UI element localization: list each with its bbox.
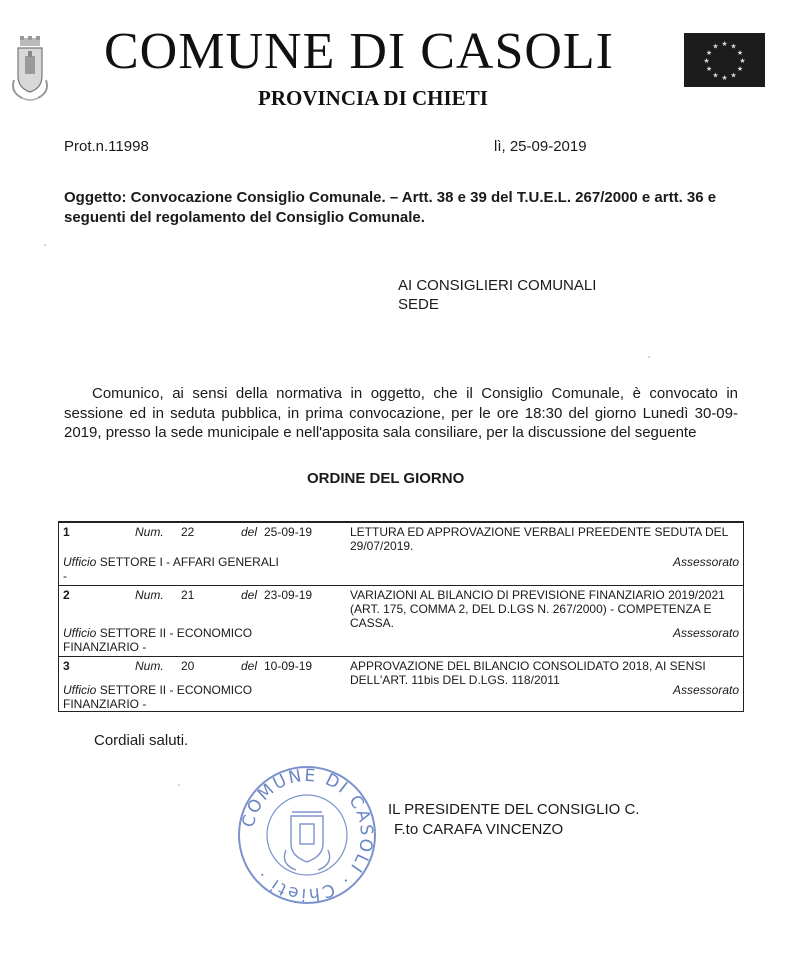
office-label: Ufficio (63, 626, 97, 640)
item-number: 22 (181, 525, 195, 539)
svg-text:★: ★ (730, 71, 737, 80)
closing-salutation: Cordiali saluti. (94, 732, 189, 749)
svg-text:COMUNE DI CASOLI · Chieti ·: COMUNE DI CASOLI · Chieti · (238, 765, 377, 905)
office-name: SETTORE II - ECONOMICO FINANZIARIO - (63, 626, 253, 654)
item-number: 20 (181, 659, 195, 673)
item-date: 23-09-19 (264, 588, 313, 602)
scan-speck (178, 784, 180, 786)
item-role: Assessorato (672, 626, 739, 640)
item-role: Assessorato (672, 683, 739, 697)
agenda-table (58, 521, 744, 712)
agenda-title: ORDINE DEL GIORNO (307, 470, 465, 487)
item-date: 10-09-19 (264, 659, 313, 673)
svg-text:★: ★ (703, 57, 710, 65)
document-date: lì, 25-09-2019 (494, 138, 587, 155)
del-label: del (241, 588, 258, 602)
item-index: 1 (63, 525, 70, 539)
province-subtitle: PROVINCIA DI CHIETI (258, 86, 488, 110)
signature-block (388, 800, 639, 840)
svg-text:★: ★ (721, 40, 728, 48)
svg-text:★: ★ (712, 42, 719, 51)
scan-speck (648, 356, 650, 358)
municipal-crest-icon (8, 36, 52, 104)
svg-text:★: ★ (712, 71, 719, 80)
item-description: LETTURA ED APPROVAZIONE VERBALI PREEDENTE SEDUTA DEL 29/07/2019. (350, 525, 728, 553)
svg-text:★: ★ (730, 42, 737, 51)
office-name: SETTORE I - AFFARI GENERALI - (63, 555, 279, 583)
svg-text:★: ★ (705, 49, 713, 57)
page-title: COMUNE DI CASOLI (104, 23, 614, 80)
official-seal-stamp (236, 764, 378, 906)
signature-name: F.to CARAFA VINCENZO (394, 821, 564, 838)
recipient-line: SEDE (398, 296, 439, 313)
agenda-item (59, 523, 743, 585)
recipient-block (398, 276, 596, 314)
item-description: APPROVAZIONE DEL BILANCIO CONSOLIDATO 2018, AI SENSI DELL'ART. 11bis DEL D.LGS. 118/2011 (350, 659, 706, 687)
num-label: Num. (135, 588, 164, 602)
subject-line: Oggetto: Convocazione Consiglio Comunale. – Artt. 38 e 39 del T.U.E.L. 267/2000 e artt. 36 e seguenti del regolamento del Consiglio Comunale. (64, 189, 717, 226)
svg-text:★: ★ (736, 65, 744, 73)
item-description: VARIAZIONI AL BILANCIO DI PREVISIONE FINANZIARIO 2019/2021 (ART. 175, COMMA 2, DEL D.LGS N. 267/2000) - COMPETENZA E CASSA. (350, 588, 725, 630)
protocol-number: Prot.n.11998 (64, 138, 149, 155)
del-label: del (241, 525, 258, 539)
office-label: Ufficio (63, 683, 97, 697)
item-index: 3 (63, 659, 70, 673)
item-date: 25-09-19 (264, 525, 313, 539)
item-role: Assessorato (672, 555, 739, 569)
office-name: SETTORE II - ECONOMICO FINANZIARIO - (63, 683, 253, 711)
item-number: 21 (181, 588, 195, 602)
agenda-item (59, 585, 743, 656)
agenda-item (59, 656, 743, 711)
del-label: del (241, 659, 258, 673)
office-label: Ufficio (63, 555, 97, 569)
item-office (63, 683, 283, 711)
body-paragraph: Comunico, ai sensi della normativa in oggetto, che il Consiglio Comunale, è convocato in sessione ed in seduta pubblica, in prima convocazione, per le ore 18:30 del giorno Lunedì 30-09-2019, presso la sede municipale e nell'apposita sala consiliare, per la discussione del seguente (64, 385, 738, 441)
svg-text:★: ★ (739, 57, 746, 65)
svg-text:★: ★ (736, 49, 744, 57)
recipient-line: AI CONSIGLIERI COMUNALI (398, 277, 597, 294)
item-office (63, 555, 283, 583)
signature-title: IL PRESIDENTE DEL CONSIGLIO C. (388, 801, 640, 818)
svg-text:★: ★ (705, 65, 713, 73)
item-index: 2 (63, 588, 70, 602)
item-office (63, 626, 283, 654)
num-label: Num. (135, 659, 164, 673)
eu-flag-icon (684, 33, 765, 87)
svg-text:★: ★ (721, 74, 728, 82)
scan-speck (44, 244, 46, 246)
num-label: Num. (135, 525, 164, 539)
